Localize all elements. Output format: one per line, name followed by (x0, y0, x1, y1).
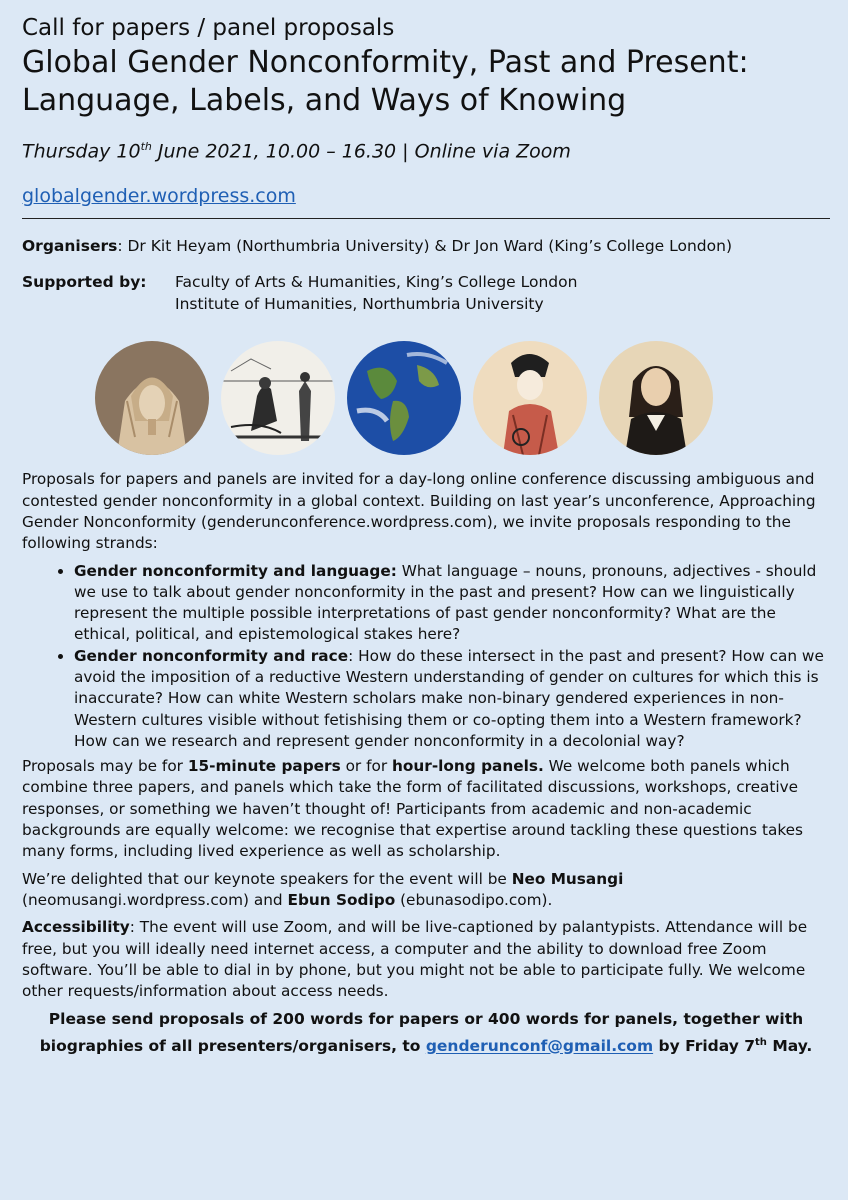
body-text (22, 469, 830, 1002)
keynote-1: Neo Musangi (511, 869, 624, 888)
list-item (74, 646, 830, 752)
formats-paragraph (22, 756, 830, 862)
website-link[interactable]: globalgender.wordpress.com (22, 185, 296, 208)
strands-list (22, 561, 830, 753)
date-suffix: th (140, 140, 152, 153)
accessibility-label: Accessibility (22, 918, 130, 937)
keynotes-pre: We’re delighted that our keynote speakers for the event will be (22, 869, 512, 888)
strand-2-label: Gender nonconformity and race (74, 646, 349, 665)
keynotes-mid: (neomusangi.wordpress.com) and (22, 890, 288, 909)
email-link[interactable]: genderunconf@gmail.com (425, 1037, 654, 1056)
event-date (22, 134, 830, 164)
organisers (22, 235, 830, 257)
strand-2-text: : How do these intersect in the past and present? How can we avoid the imposition of a reductive Western understanding of gender on cultures for which this is inaccurate? How can white Western scholars make non-binary gendered experiences in non-Western cultures visible without fetishising them or co-opting them into a Western framework? How can we research and represent gender nonconformity in a decolonial way? (74, 646, 824, 750)
formats-mid: or for (340, 757, 392, 776)
closing-line-2 (22, 1031, 830, 1058)
accessibility-text: : The event will use Zoom, and will be live-captioned by palantypists. Attendance will be free, but you will ideally need internet access, a computer and the ability to download free Zoom software. You’ll be able to dial in by phone, but you might not be able to participate fully. We welcome other requests/information about access needs. (22, 918, 808, 1001)
website-row (22, 184, 830, 219)
keynotes-paragraph (22, 869, 830, 912)
supporter-1: Faculty of Arts & Humanities, King’s College London (175, 273, 578, 292)
keynotes-post: (ebunasodipo.com). (395, 890, 553, 909)
title-line-1: Global Gender Nonconformity, Past and Present: (22, 45, 749, 80)
formats-papers: 15-minute papers (187, 757, 341, 776)
portrait-image (599, 341, 713, 455)
closing-suffix: th (755, 1037, 767, 1049)
engraving-image (221, 341, 335, 455)
formats-panels: hour-long panels. (391, 757, 544, 776)
supported-by-list (175, 271, 577, 315)
formats-post: We welcome both panels which combine three papers, and panels which take the form of facilitated discussions, workshops, creative responses, or something we haven’t thought of! Participants from academic and non-academic backgrounds are equally welcome: we recognise that expertise around tackling these questions takes many forms, including lived experience as well as scholarship. (22, 757, 804, 861)
image-strip (84, 341, 724, 455)
list-item (74, 561, 830, 646)
accessibility-paragraph (22, 917, 830, 1002)
closing-deadline: by Friday 7 (653, 1037, 756, 1056)
organisers-text: : Dr Kit Heyam (Northumbria University) & Dr Jon Ward (King’s College London) (117, 237, 733, 256)
supporter-2: Institute of Humanities, Northumbria University (175, 295, 544, 314)
page-title (22, 44, 830, 120)
globe-image (347, 341, 461, 455)
keynote-2: Ebun Sodipo (287, 890, 396, 909)
closing-line-1: Please send proposals of 200 words for papers or 400 words for panels, together with (48, 1010, 804, 1029)
cfp-heading: Call for papers / panel proposals (22, 15, 395, 41)
closing-month: May. (766, 1037, 813, 1056)
japanese-print-image (473, 341, 587, 455)
strand-1-label: Gender nonconformity and language: (74, 561, 397, 580)
strand-1-text: What language – nouns, pronouns, adjectives - should we use to talk about gender nonconformity in the past and present? How can we linguistically represent the multiple possible interpretations of past gender nonconformity? What are the ethical, political, and epistemological stakes here? (74, 561, 817, 644)
closing-note (22, 1008, 830, 1058)
date-day: Thursday 10 (22, 140, 141, 163)
date-details: June 2021, 10.00 – 16.30 | Online via Zoom (151, 140, 571, 163)
title-line-2: Language, Labels, and Ways of Knowing (22, 83, 627, 118)
egyptian-statue-image (95, 341, 209, 455)
organisers-label: Organisers (22, 237, 118, 256)
intro-paragraph: Proposals for papers and panels are invited for a day-long online conference discussing ambiguous and contested gender nonconformity in a global context. Building on last year’s unconference, Approaching Gender Nonconformity (genderunconference.wordpress.com), we invite proposals responding to the following strands: (22, 470, 816, 553)
supported-by (22, 271, 830, 315)
closing-pre: biographies of all presenters/organisers, to (39, 1037, 426, 1056)
supported-by-label: Supported by: (22, 273, 147, 292)
formats-pre: Proposals may be for (22, 757, 188, 776)
